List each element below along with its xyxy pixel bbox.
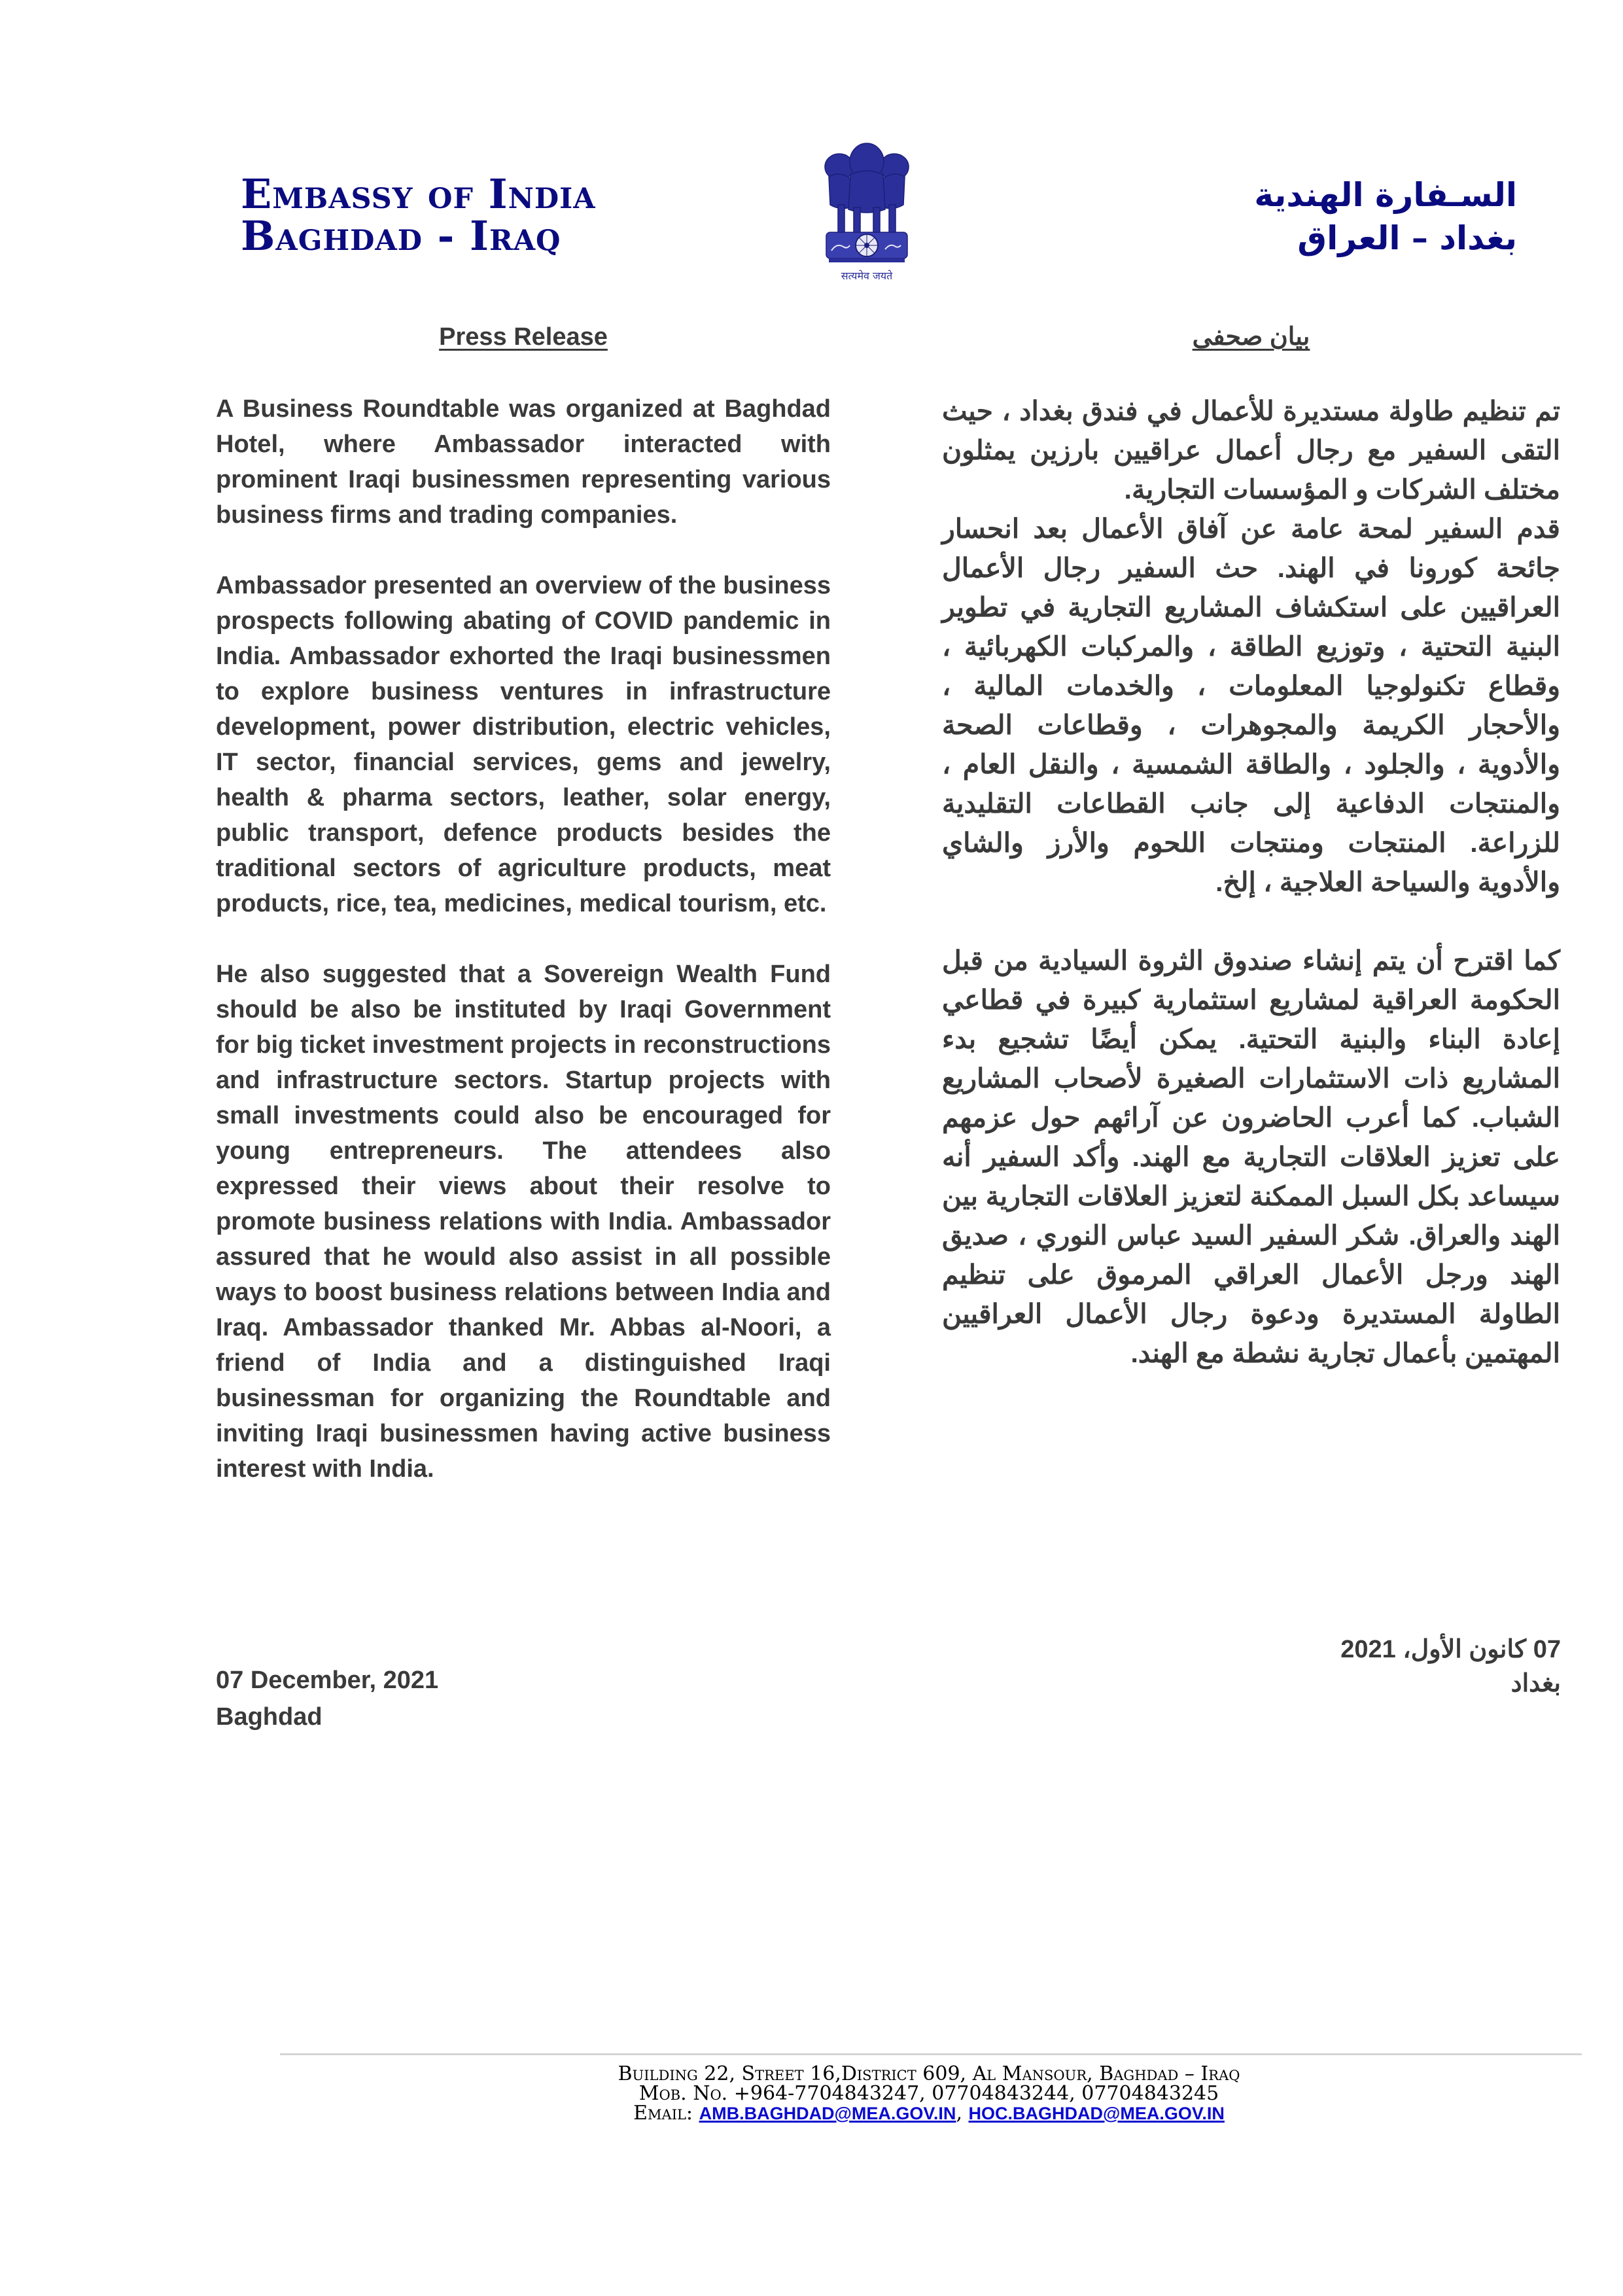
embassy-name-arabic: السـفارة الهندية <box>1254 176 1517 214</box>
english-dateline <box>216 1662 438 1735</box>
footer-phone: Mob. No. +964-7704843247, 07704843244, 07704843245 <box>638 2082 1219 2105</box>
email-separator: , <box>956 2102 969 2125</box>
release-date-arabic: 07 كانون الأول، 2021 <box>1340 1636 1561 1663</box>
email-link-ambassador[interactable]: AMB.BAGHDAD@MEA.GOV.IN <box>699 2104 956 2123</box>
emblem-motto: सत्यमेव जयते <box>841 270 893 282</box>
release-date: 07 December, 2021 <box>216 1667 439 1694</box>
arabic-column <box>942 321 1560 1373</box>
english-column <box>216 321 831 1522</box>
header-english <box>241 170 596 260</box>
national-emblem-of-india-icon <box>814 134 919 285</box>
press-release-title-arabic: بيان صحفى <box>1192 323 1310 351</box>
english-paragraph-1: A Business Roundtable was organized at Baghdad Hotel, where Ambassador interacted with prominent Iraqi businessmen representing various business firms and trading companies. <box>216 395 831 529</box>
english-paragraph-3: He also suggested that a Sovereign Wealth Fund should be also be instituted by Iraqi Government for big ticket investment projects in reconstructions and infrastructure sectors. Startup projects with small investments could also be encouraged for young entrepreneurs. The attendees also expressed their views about their resolve to promote business relations with India. Ambassador assured that he would also assist in all possible ways to boost business relations between India and Iraq. Ambassador thanked Mr. Abbas al-Noori, a friend of India and a distinguished Iraqi businessman for organizing the Roundtable and inviting Iraqi businessmen having active business interest with India. <box>216 961 831 1483</box>
press-release-title: Press Release <box>439 323 608 351</box>
arabic-paragraph-2: قدم السفير لمحة عامة عن آفاق الأعمال بعد انحسار جائحة كورونا في الهند. حث السفير رجال الأعمال العراقيين على استكشاف المشاريع التجارية في تطوير البنية التحتية ، وتوزيع الطاقة ، والمركبات الكهربائية ، وقطاع تكنولوجيا المعلومات ، والخدمات المالية ، والأحجار الكريمة والمجوهرات ، وقطاعات الصحة والأدوية ، والجلود ، والطاقة الشمسية ، والنقل العام ، والمنتجات الدفاعية إلى جانب القطاعات التقليدية للزراعة. المنتجات ومنتجات اللحوم والأرز والشاي والأدوية والسياحة العلاجية ، إلخ. <box>942 514 1560 897</box>
footer-contact <box>262 2064 1596 2123</box>
header-arabic <box>1242 173 1517 260</box>
embassy-location: Baghdad - Iraq <box>241 212 561 260</box>
footer-address: Building 22, Street 16,District 609, Al Mansour, Baghdad – Iraq <box>618 2062 1240 2085</box>
arabic-paragraph-3: كما اقترح أن يتم إنشاء صندوق الثروة السيادية من قبل الحكومة العراقية لمشاريع استثمارية كبيرة في قطاعي إعادة البناء والبنية التحتية. يمكن أيضًا تشجيع بدء المشاريع ذات الاستثمارات الصغيرة لأصحاب المشاريع الشباب. كما أعرب الحاضرون عن آرائهم حول عزمهم على تعزيز العلاقات التجارية مع الهند. وأكد السفير أنه سيساعد بكل السبل الممكنة لتعزيز العلاقات التجارية بين الهند والعراق. شكر السفير السيد عباس النوري ، صديق الهند ورجل الأعمال العراقي المرموق على تنظيم الطاولة المستديرة ودعوة رجال الأعمال العراقيين المهتمين بأعمال تجارية نشطة مع الهند. <box>942 945 1560 1368</box>
footer-email-line <box>262 2104 1596 2123</box>
arabic-dateline <box>1234 1633 1561 1701</box>
english-paragraph-2: Ambassador presented an overview of the business prospects following abating of COVID pandemic in India. Ambassador exhorted the Iraqi businessmen to explore business ventures in infrastructure development, power distribution, electric vehicles, IT sector, financial services, gems and jewelry, health & pharma sectors, leather, solar energy, public transport, defence products besides the traditional sectors of agriculture products, meat products, rice, tea, medicines, medical tourism, etc. <box>216 572 831 917</box>
email-link-hoc[interactable]: HOC.BAGHDAD@MEA.GOV.IN <box>968 2104 1225 2123</box>
footer-divider <box>280 2053 1582 2055</box>
arabic-paragraph-1: تم تنظيم طاولة مستديرة للأعمال في فندق بغداد ، حيث التقى السفير مع رجال أعمال عراقيين بارزين يمثلون مختلف الشركات و المؤسسات التجارية. <box>942 396 1560 504</box>
email-label: Email: <box>633 2102 699 2125</box>
release-place-arabic: بغداد <box>1510 1670 1561 1697</box>
release-place: Baghdad <box>216 1703 323 1731</box>
embassy-name: Embassy of India <box>241 170 596 218</box>
embassy-location-arabic: بغداد – العراق <box>1297 219 1517 257</box>
